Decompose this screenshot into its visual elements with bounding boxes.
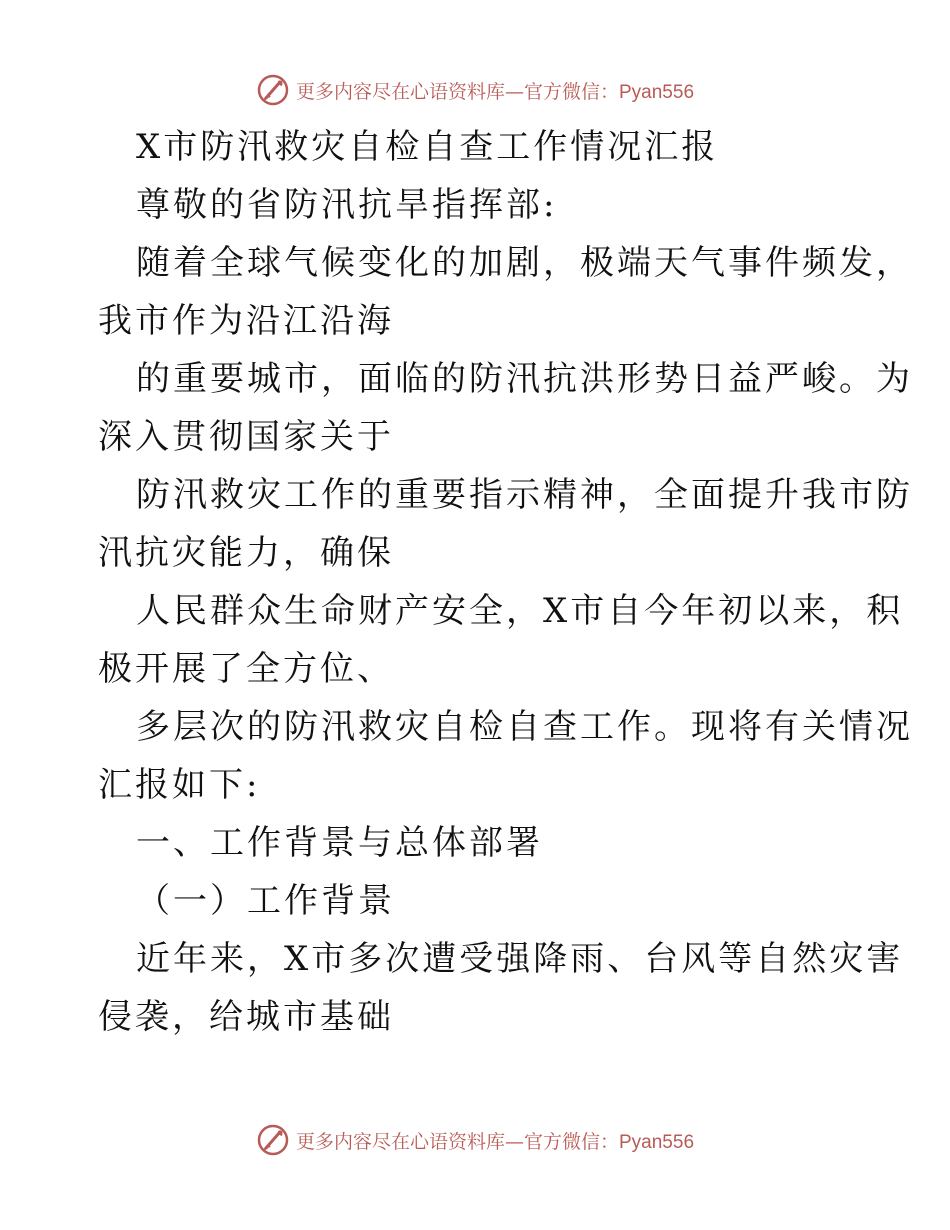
document-title: X市防汛救灾自检自查工作情况汇报: [136, 127, 719, 167]
header-watermark: [0, 70, 950, 110]
watermark-text: 更多内容尽在心语资料库—官方微信：Pyan556: [295, 80, 695, 103]
paragraph-line: 人民群众生命财产安全，X市自今年初以来，积: [136, 591, 904, 631]
paragraph-line: 深入贯彻国家关于: [98, 417, 394, 457]
section-heading: 一、工作背景与总体部署: [136, 823, 543, 863]
quill-pen-logo-icon: [256, 73, 290, 107]
quill-pen-logo-icon: [256, 1123, 290, 1157]
paragraph-line: 近年来，X市多次遭受强降雨、台风等自然灾害: [136, 939, 904, 979]
paragraph-line: 汇报如下:: [98, 765, 261, 805]
watermark-text: 更多内容尽在心语资料库—官方微信：Pyan556: [295, 1130, 695, 1153]
paragraph-line: 汛抗灾能力，确保: [98, 533, 394, 573]
paragraph-line: 防汛救灾工作的重要指示精神，全面提升我市防: [136, 475, 913, 515]
footer-watermark: [0, 1120, 950, 1160]
paragraph-line: 的重要城市，面临的防汛抗洪形势日益严峻。为: [136, 359, 913, 399]
document-body: [98, 118, 913, 1046]
paragraph-line: 多层次的防汛救灾自检自查工作。现将有关情况: [136, 707, 913, 747]
paragraph-line: 极开展了全方位、: [98, 649, 394, 689]
paragraph-line: 侵袭，给城市基础: [98, 997, 394, 1037]
paragraph-line: 随着全球气候变化的加剧，极端天气事件频发，: [136, 243, 913, 283]
subsection-heading: （一）工作背景: [136, 881, 395, 921]
paragraph-line: 我市作为沿江沿海: [98, 301, 394, 341]
salutation: 尊敬的省防汛抗旱指挥部:: [136, 185, 558, 225]
